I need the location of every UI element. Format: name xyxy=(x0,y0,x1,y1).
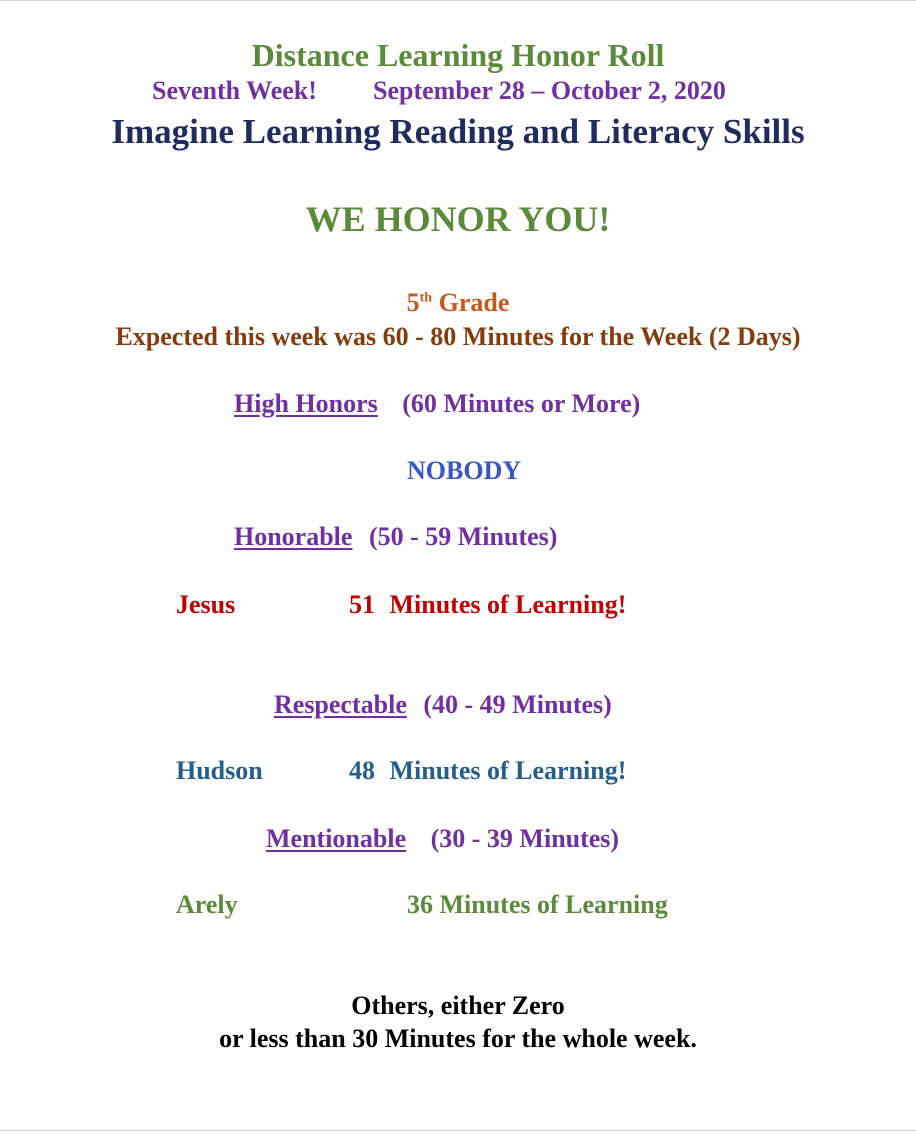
tier-respectable xyxy=(274,692,612,718)
honor-banner: WE HONOR YOU! xyxy=(305,199,611,239)
program-title: Imagine Learning Reading and Literacy Skills xyxy=(111,112,805,151)
tier-name: Honorable xyxy=(234,522,353,551)
tier-range: (30 - 39 Minutes) xyxy=(430,824,620,853)
no-student-notice: NOBODY xyxy=(407,456,522,485)
tier-name: Mentionable xyxy=(266,824,407,853)
tier-range: (40 - 49 Minutes) xyxy=(423,690,612,719)
student-minutes xyxy=(349,592,626,618)
minutes-detail: Minutes of Learning! xyxy=(389,590,627,619)
minutes-detail: Minutes of Learning! xyxy=(389,756,627,785)
minutes-value: 51 xyxy=(349,590,375,619)
student-name: Hudson xyxy=(176,756,263,785)
grade-heading xyxy=(0,290,916,316)
student-name: Jesus xyxy=(176,590,236,619)
page-bottom-rule xyxy=(0,1130,916,1131)
student-minutes xyxy=(349,758,626,784)
grade-label: Grade xyxy=(438,288,510,317)
date-range: September 28 – October 2, 2020 xyxy=(373,76,726,105)
tier-name: Respectable xyxy=(274,690,407,719)
tier-range: (50 - 59 Minutes) xyxy=(368,522,558,551)
page-title: Distance Learning Honor Roll xyxy=(251,37,665,73)
minutes-value: 48 xyxy=(349,756,375,785)
tier-mentionable xyxy=(266,826,619,852)
tier-honorable xyxy=(234,524,557,550)
footer-note-line-2: or less than 30 Minutes for the whole week. xyxy=(219,1024,697,1053)
weekly-expectation: Expected this week was 60 - 80 Minutes for the Week (2 Days) xyxy=(115,322,801,351)
tier-name: High Honors xyxy=(234,389,378,418)
grade-suffix: th xyxy=(419,290,433,306)
week-label: Seventh Week! xyxy=(152,76,317,105)
student-name: Arely xyxy=(176,890,238,919)
grade-number: 5 xyxy=(406,288,420,317)
tier-high-honors xyxy=(234,391,640,417)
tier-range: (60 Minutes or More) xyxy=(402,389,641,418)
footer-note-line-1: Others, either Zero xyxy=(351,991,565,1020)
student-minutes: 36 Minutes of Learning xyxy=(407,890,668,919)
